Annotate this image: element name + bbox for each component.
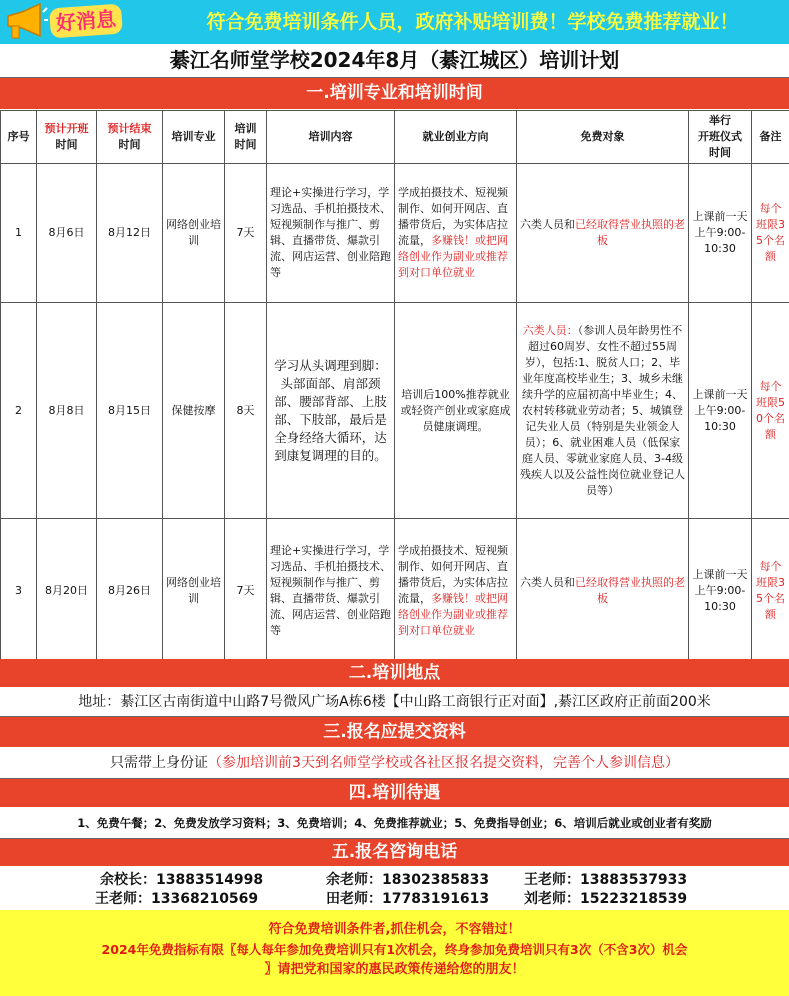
good-news-badge: 好消息 bbox=[49, 4, 123, 39]
contact-item: 王老师：13883537933 bbox=[524, 872, 688, 888]
section-4-heading: 四.培训待遇 bbox=[0, 779, 789, 807]
header-no: 序号 bbox=[1, 111, 37, 164]
row-no: 3 bbox=[1, 519, 37, 663]
contact-item: 刘老师：15223218539 bbox=[524, 891, 688, 907]
footer-line-1: 符合免费培训条件者,抓住机会，不容错过！ bbox=[268, 922, 521, 937]
contact-item: 余老师：18302385833 bbox=[326, 872, 490, 888]
header-duration: 培训 时间 bbox=[225, 111, 267, 164]
row-career: 学成拍摄技术、短视频制作、如何开网店、直播带货后，为实体店拉流量，多赚钱！或把网络创业作为副业或推荐到对口单位就业 bbox=[395, 164, 517, 303]
address-line: 地址：綦江区古南街道中山路7号微风广场A栋6楼【中山路工商银行正对面】,綦江区政府正前面200米 bbox=[0, 688, 789, 717]
contact-item: 田老师：17783191613 bbox=[326, 891, 490, 907]
row-no: 2 bbox=[1, 303, 37, 519]
schedule-table bbox=[0, 110, 789, 663]
header-career: 就业创业方向 bbox=[395, 111, 517, 164]
section-3-heading: 三.报名应提交资料 bbox=[0, 717, 789, 747]
row-major: 网络创业培训 bbox=[163, 519, 225, 663]
footer-line-2: 2024年免费指标有限〖每人每年参加免费培训只有1次机会，终身参加免费培训只有3次（不含3次）机会 bbox=[101, 942, 688, 957]
page-title: 綦江名师堂学校2024年8月（綦江城区）培训计划 bbox=[0, 44, 789, 78]
row-end: 8月26日 bbox=[97, 519, 163, 663]
row-end: 8月15日 bbox=[97, 303, 163, 519]
contact-item: 王老师：13368210569 bbox=[95, 891, 259, 907]
row-ceremony: 上课前一天上午9:00-10:30 bbox=[689, 519, 752, 663]
contact-list bbox=[0, 867, 789, 907]
top-banner bbox=[0, 0, 789, 44]
benefits-line: 1、免费午餐；2、免费发放学习资料；3、免费培训；4、免费推荐就业；5、免费指导创业；6、培训后就业或创业者有奖励 bbox=[0, 808, 789, 839]
row-no: 1 bbox=[1, 164, 37, 303]
header-end: 预计结束 时间 bbox=[97, 111, 163, 164]
row-start: 8月20日 bbox=[37, 519, 97, 663]
row-end: 8月12日 bbox=[97, 164, 163, 303]
row-note: 每个班限35个名额 bbox=[752, 164, 789, 303]
megaphone-icon bbox=[4, 2, 48, 42]
row-duration: 8天 bbox=[225, 303, 267, 519]
footer-notice bbox=[0, 910, 789, 996]
section-1-heading: 一.培训专业和培训时间 bbox=[0, 78, 789, 109]
table-row bbox=[1, 519, 789, 663]
row-ceremony: 上课前一天上午9:00-10:30 bbox=[689, 303, 752, 519]
table-row bbox=[1, 303, 789, 519]
row-major: 网络创业培训 bbox=[163, 164, 225, 303]
row-career: 学成拍摄技术、短视频制作、如何开网店、直播带货后，为实体店拉流量，多赚钱！或把网络创业作为副业或推荐到对口单位就业 bbox=[395, 519, 517, 663]
row-career: 培训后100%推荐就业或轻资产创业或家庭成员健康调理。 bbox=[395, 303, 517, 519]
materials-line: 只需带上身份证（参加培训前3天到名师堂学校或各社区报名提交资料，完善个人参训信息） bbox=[0, 748, 789, 779]
header-ceremony: 举行 开班仪式 时间 bbox=[689, 111, 752, 164]
row-duration: 7天 bbox=[225, 519, 267, 663]
footer-line-3: 〗请把党和国家的惠民政策传递给您的朋友！ bbox=[264, 962, 525, 977]
header-start: 预计开班 时间 bbox=[37, 111, 97, 164]
table-header-row bbox=[1, 111, 789, 164]
contact-item: 余校长：13883514998 bbox=[100, 872, 264, 888]
row-start: 8月6日 bbox=[37, 164, 97, 303]
row-note: 每个班限50个名额 bbox=[752, 303, 789, 519]
row-content: 学习从头调理到脚：头部面部、肩部颈部、腰部背部、上肢部、下肢部，最后是全身经络大循环，达到康复调理的目的。 bbox=[267, 303, 395, 519]
row-target: 六类人员：（参训人员年龄男性不超过60周岁、女性不超过55周岁），包括:1、脱贫人口；2、毕业年度高校毕业生；3、城乡未继续升学的应届初高中毕业生；4、农村转移就业劳动者；5、城镇登记失业人员（特别是失业领金人员）；6、就业困难人员（低保家庭人员、零就业家庭人员、3-4级残疾人以及公益性岗位就业登记人员等） bbox=[517, 303, 689, 519]
row-ceremony: 上课前一天上午9:00-10:30 bbox=[689, 164, 752, 303]
row-major: 保健按摩 bbox=[163, 303, 225, 519]
row-content: 理论+实操进行学习，学习选品、手机拍摄技术、短视频制作与推广、剪辑、直播带货、爆款引流、网店运营、创业陪跑等 bbox=[267, 519, 395, 663]
row-content: 理论+实操进行学习，学习选品、手机拍摄技术、短视频制作与推广、剪辑、直播带货、爆款引流、网店运营、创业陪跑等 bbox=[267, 164, 395, 303]
header-content: 培训内容 bbox=[267, 111, 395, 164]
row-target: 六类人员和已经取得营业执照的老板 bbox=[517, 519, 689, 663]
section-5-heading: 五.报名咨询电话 bbox=[0, 839, 789, 866]
header-target: 免费对象 bbox=[517, 111, 689, 164]
row-note: 每个班限35个名额 bbox=[752, 519, 789, 663]
row-start: 8月8日 bbox=[37, 303, 97, 519]
banner-slogan: 符合免费培训条件人员，政府补贴培训费！学校免费推荐就业！ bbox=[206, 11, 739, 33]
header-major: 培训专业 bbox=[163, 111, 225, 164]
row-target: 六类人员和已经取得营业执照的老板 bbox=[517, 164, 689, 303]
table-row bbox=[1, 164, 789, 303]
row-duration: 7天 bbox=[225, 164, 267, 303]
section-2-heading: 二.培训地点 bbox=[0, 659, 789, 687]
header-note: 备注 bbox=[752, 111, 789, 164]
